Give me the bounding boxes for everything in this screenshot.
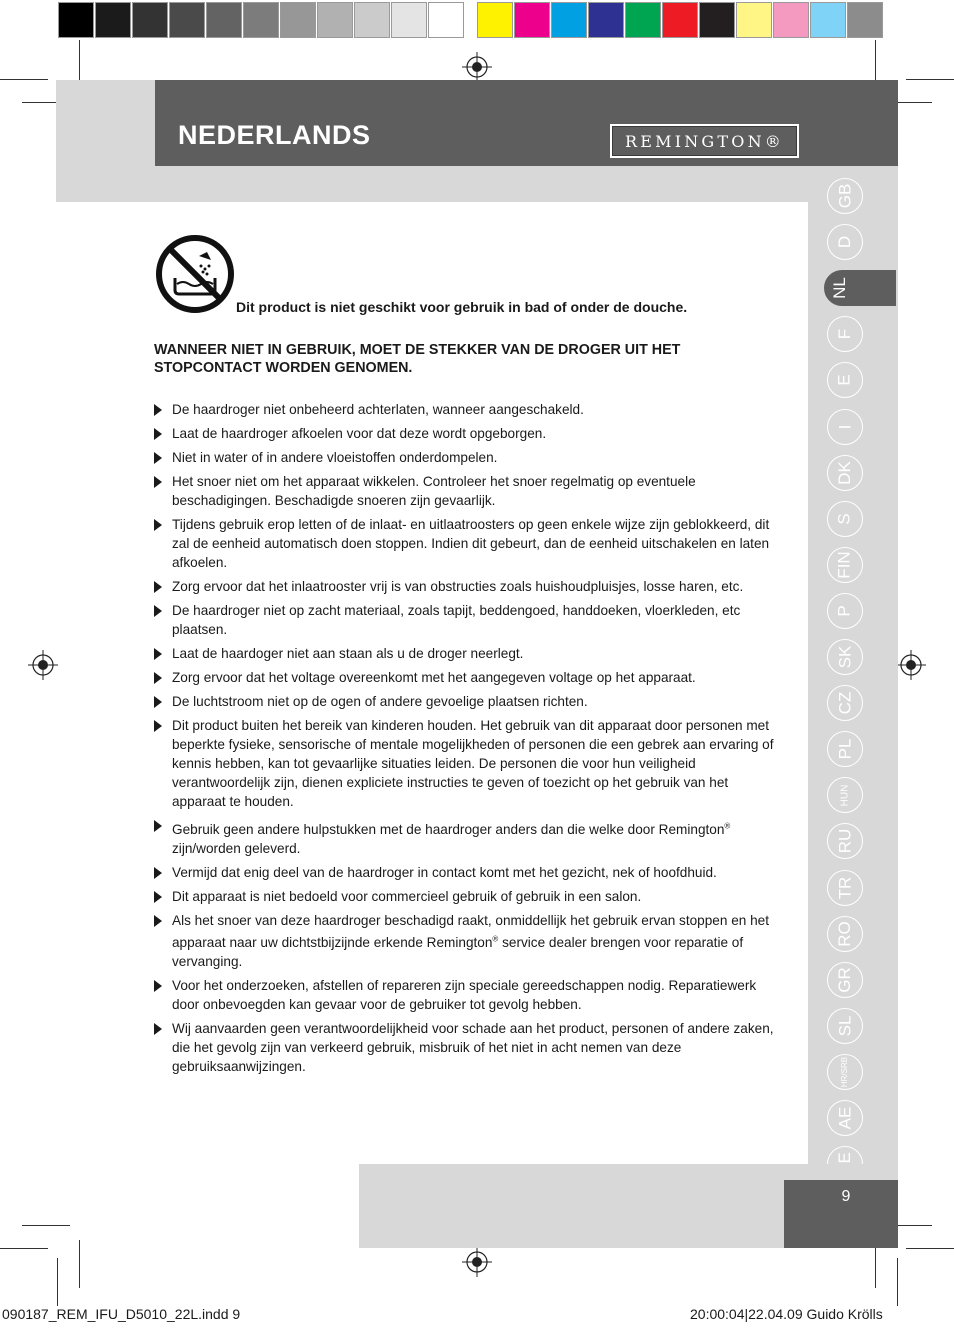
- list-item: [154, 863, 778, 882]
- list-item-text: Zorg ervoor dat het inlaatrooster vrij is van obstructies zoals huishoudpluisjes, losse haren, etc.: [172, 579, 744, 594]
- language-tab-label: SK: [835, 645, 854, 669]
- no-bath-shower-icon: [155, 234, 235, 314]
- color-swatch: [428, 2, 464, 38]
- list-item-text: Voor het onderzoeken, afstellen of repareren zijn speciale gereedschappen nodig. Reparatiewerk door onbevoegden kan gevaar voor de gebruiker tot gevolg hebben.: [172, 978, 757, 1013]
- language-tab-label: PL: [834, 738, 854, 760]
- color-swatch: [206, 2, 242, 38]
- crop-mark: [906, 79, 954, 80]
- language-tab-gb[interactable]: [827, 178, 863, 214]
- language-tab-label: NL: [829, 277, 849, 299]
- color-swatch: [354, 2, 390, 38]
- list-item: [154, 515, 778, 572]
- registration-mark-icon: [462, 1247, 492, 1277]
- list-item-text: Het snoer niet om het apparaat wikkelen. Controleer het snoer regelmatig op eventuele beschadigingen. Beschadigde snoeren zijn gevaarlijk.: [172, 474, 696, 508]
- language-tab-d[interactable]: [827, 224, 863, 260]
- bullet-triangle-icon: [154, 696, 162, 708]
- language-tab-label: GR: [835, 967, 854, 993]
- list-item: [154, 601, 778, 639]
- list-item: [154, 448, 778, 467]
- bullet-triangle-icon: [154, 915, 162, 927]
- list-item-text: Tijdens gebruik erop letten of de inlaat- en uitlaatroosters op geen enkele wijze zijn geblokkeerd, dit zal de eenheid automatisch doen stoppen. Indien dit gebeurt, dan de eenheid uitschakelen en laten afkoelen.: [172, 517, 770, 570]
- bullet-triangle-icon: [154, 428, 162, 440]
- language-tab-gr[interactable]: [827, 962, 863, 998]
- color-swatch: [391, 2, 427, 38]
- bullet-triangle-icon: [154, 891, 162, 903]
- language-tab-label: CZ: [834, 691, 854, 715]
- list-item-text: De luchtstroom niet op de ogen of andere gevoelige plaatsen richten.: [172, 694, 588, 709]
- color-swatch: [847, 2, 883, 38]
- safety-heading: WANNEER NIET IN GEBRUIK, MOET DE STEKKER VAN DE DROGER UIT HET STOPCONTACT WORDEN GENOMEN.: [154, 342, 681, 376]
- list-item-text: Vermijd dat enig deel van de haardroger in contact komt met het gezicht, nek of hoofdhuid.: [172, 864, 717, 880]
- print-color-bar: [58, 2, 884, 38]
- language-tab-pl[interactable]: [827, 731, 863, 767]
- bullet-triangle-icon: [154, 867, 162, 879]
- bullet-triangle-icon: [154, 581, 162, 593]
- bullet-triangle-icon: [154, 820, 162, 832]
- side-strip-edge: [808, 166, 821, 1164]
- language-tab-p[interactable]: [827, 593, 863, 629]
- color-swatch: [810, 2, 846, 38]
- color-bar-gap: [465, 2, 477, 38]
- bullet-triangle-icon: [154, 452, 162, 464]
- color-swatch: [662, 2, 698, 38]
- language-tab-s[interactable]: [827, 501, 863, 537]
- color-swatch: [699, 2, 735, 38]
- page-number: 9: [841, 1188, 851, 1205]
- crop-mark: [0, 79, 48, 80]
- safety-instructions-list: [154, 400, 778, 1081]
- crop-mark: [0, 1248, 48, 1249]
- language-tab-label: F: [834, 328, 854, 340]
- language-tab-e[interactable]: [827, 362, 863, 398]
- language-tab-label: S: [835, 513, 854, 525]
- bullet-triangle-icon: [154, 648, 162, 660]
- list-item-text: Zorg ervoor dat het voltage overeenkomt met het aangegeven voltage op het apparaat.: [172, 670, 696, 685]
- language-tab-label: HR/SRB: [839, 1056, 849, 1088]
- list-item-text: De haardroger niet op zacht materiaal, zoals tapijt, beddengoed, handdoeken, vloerkleden, etc plaatsen.: [172, 603, 741, 637]
- color-swatch: [551, 2, 587, 38]
- language-tab-label: RO: [835, 921, 854, 947]
- language-tab-label: FIN: [834, 551, 854, 579]
- language-tab-nl[interactable]: [824, 270, 896, 306]
- list-item: [154, 424, 778, 443]
- language-tab-label: GB: [835, 183, 854, 209]
- list-item: [154, 1019, 778, 1076]
- color-swatch: [243, 2, 279, 38]
- list-item: [154, 577, 778, 596]
- language-tab-dk[interactable]: [827, 455, 863, 491]
- list-item: [154, 976, 778, 1014]
- color-swatch: [514, 2, 550, 38]
- list-item: [154, 400, 778, 419]
- registration-mark-icon: [28, 650, 58, 680]
- crop-mark: [57, 1258, 58, 1306]
- footer-timestamp: 20:00:04|22.04.09 Guido Krölls: [690, 1306, 883, 1322]
- color-swatch: [625, 2, 661, 38]
- color-swatch: [132, 2, 168, 38]
- list-item: [154, 472, 778, 510]
- language-tab-ro[interactable]: [827, 916, 863, 952]
- language-tab-hun[interactable]: [827, 777, 863, 813]
- language-tab-sk[interactable]: [827, 639, 863, 675]
- language-tab-label: TR: [834, 876, 854, 900]
- crop-mark: [906, 1248, 954, 1249]
- list-item-text: Als het snoer van deze haardroger beschadigd raakt, onmiddellijk het gebruik ervan stoppen en het apparaat naar uw dichtstbijzijnde erkende Remington® service dealer brengen voor reparatie of vervanging.: [172, 912, 769, 970]
- list-item-text: De haardroger niet onbeheerd achterlaten, wanneer aangeschakeld.: [172, 402, 584, 417]
- color-swatch: [169, 2, 205, 38]
- language-tab-f[interactable]: [827, 316, 863, 352]
- language-tab-label: I: [834, 424, 854, 430]
- language-tab-i[interactable]: [827, 409, 863, 445]
- bullet-triangle-icon: [154, 672, 162, 684]
- language-tab-label: P: [835, 605, 854, 617]
- list-item-text: Dit product buiten het bereik van kinderen houden. Het gebruik van dit apparaat door personen met beperkte fysieke, sensorische of mentale mogelijkheden of personen die een gebrek aan ervaring of kennis hebben, kan tot gevaarlijke situaties leiden. De personen die voor hun veiligheid verantwoordelijk zijn, dienen expliciete instructies te geven of toezicht op het gebruik van het apparaat te houden.: [172, 718, 774, 809]
- language-tab-tr[interactable]: [827, 870, 863, 906]
- remington-logo-text: REMINGTON®: [612, 126, 797, 156]
- language-tab-label: AE: [835, 1106, 854, 1130]
- list-item: [154, 716, 778, 811]
- language-tab-label: D: [835, 235, 854, 249]
- list-item: [154, 816, 778, 858]
- color-swatch: [95, 2, 131, 38]
- color-swatch: [477, 2, 513, 38]
- bullet-triangle-icon: [154, 476, 162, 488]
- language-tab-label: E: [835, 374, 854, 386]
- registration-mark-icon: [896, 650, 926, 680]
- list-item-text: Dit apparaat is niet bedoeld voor commercieel gebruik of gebruik in een salon.: [172, 888, 642, 904]
- list-item: [154, 644, 778, 663]
- list-item: [154, 911, 778, 972]
- registration-mark-icon: [462, 52, 492, 82]
- warning-text: Dit product is niet geschikt voor gebruik in bad of onder de douche.: [236, 299, 688, 315]
- footer-file-name: 090187_REM_IFU_D5010_22L.indd 9: [2, 1306, 241, 1322]
- color-swatch: [280, 2, 316, 38]
- language-tab-hr-srb[interactable]: [827, 1054, 863, 1090]
- bullet-triangle-icon: [154, 519, 162, 531]
- language-tab-label: DK: [835, 461, 854, 485]
- list-item-text: Wij aanvaarden geen verantwoordelijkheid voor schade aan het product, personen of andere zaken, die het gevolg zijn van verkeerd gebruik, misbruik of het niet in acht nemen van deze gebruiksaanwijzingen.: [172, 1021, 774, 1075]
- language-tab-fin[interactable]: [827, 547, 863, 583]
- language-tab-cz[interactable]: [827, 685, 863, 721]
- list-item: [154, 887, 778, 906]
- language-tab-label: SL: [834, 1015, 854, 1037]
- list-item: [154, 692, 778, 711]
- language-tab-ru[interactable]: [827, 823, 863, 859]
- remington-logo: [610, 124, 799, 158]
- list-item-text: Laat de haardroger afkoelen voor dat deze wordt opgeborgen.: [172, 426, 547, 441]
- language-tab-label: RU: [835, 828, 854, 854]
- bullet-triangle-icon: [154, 980, 162, 992]
- color-swatch: [588, 2, 624, 38]
- language-tab-ae[interactable]: [827, 1100, 863, 1136]
- bullet-triangle-icon: [154, 404, 162, 416]
- color-swatch: [736, 2, 772, 38]
- color-swatch: [58, 2, 94, 38]
- crop-mark: [79, 1240, 80, 1288]
- language-tab-label: HUN: [839, 784, 851, 806]
- language-tab-sl[interactable]: [827, 1008, 863, 1044]
- bullet-triangle-icon: [154, 720, 162, 732]
- list-item-text: Gebruik geen andere hulpstukken met de haardroger anders dan die welke door Remington® zijn/worden geleverd.: [172, 821, 731, 856]
- page-title: NEDERLANDS: [178, 120, 371, 150]
- list-item-text: Laat de haardoger niet aan staan als u de droger neerlegt.: [172, 646, 524, 661]
- color-swatch: [317, 2, 353, 38]
- crop-mark: [897, 1258, 898, 1306]
- list-item-text: Niet in water of in andere vloeistoffen onderdompelen.: [172, 450, 498, 465]
- crop-mark: [22, 1225, 70, 1226]
- list-item: [154, 668, 778, 687]
- bullet-triangle-icon: [154, 1023, 162, 1035]
- bullet-triangle-icon: [154, 605, 162, 617]
- color-swatch: [773, 2, 809, 38]
